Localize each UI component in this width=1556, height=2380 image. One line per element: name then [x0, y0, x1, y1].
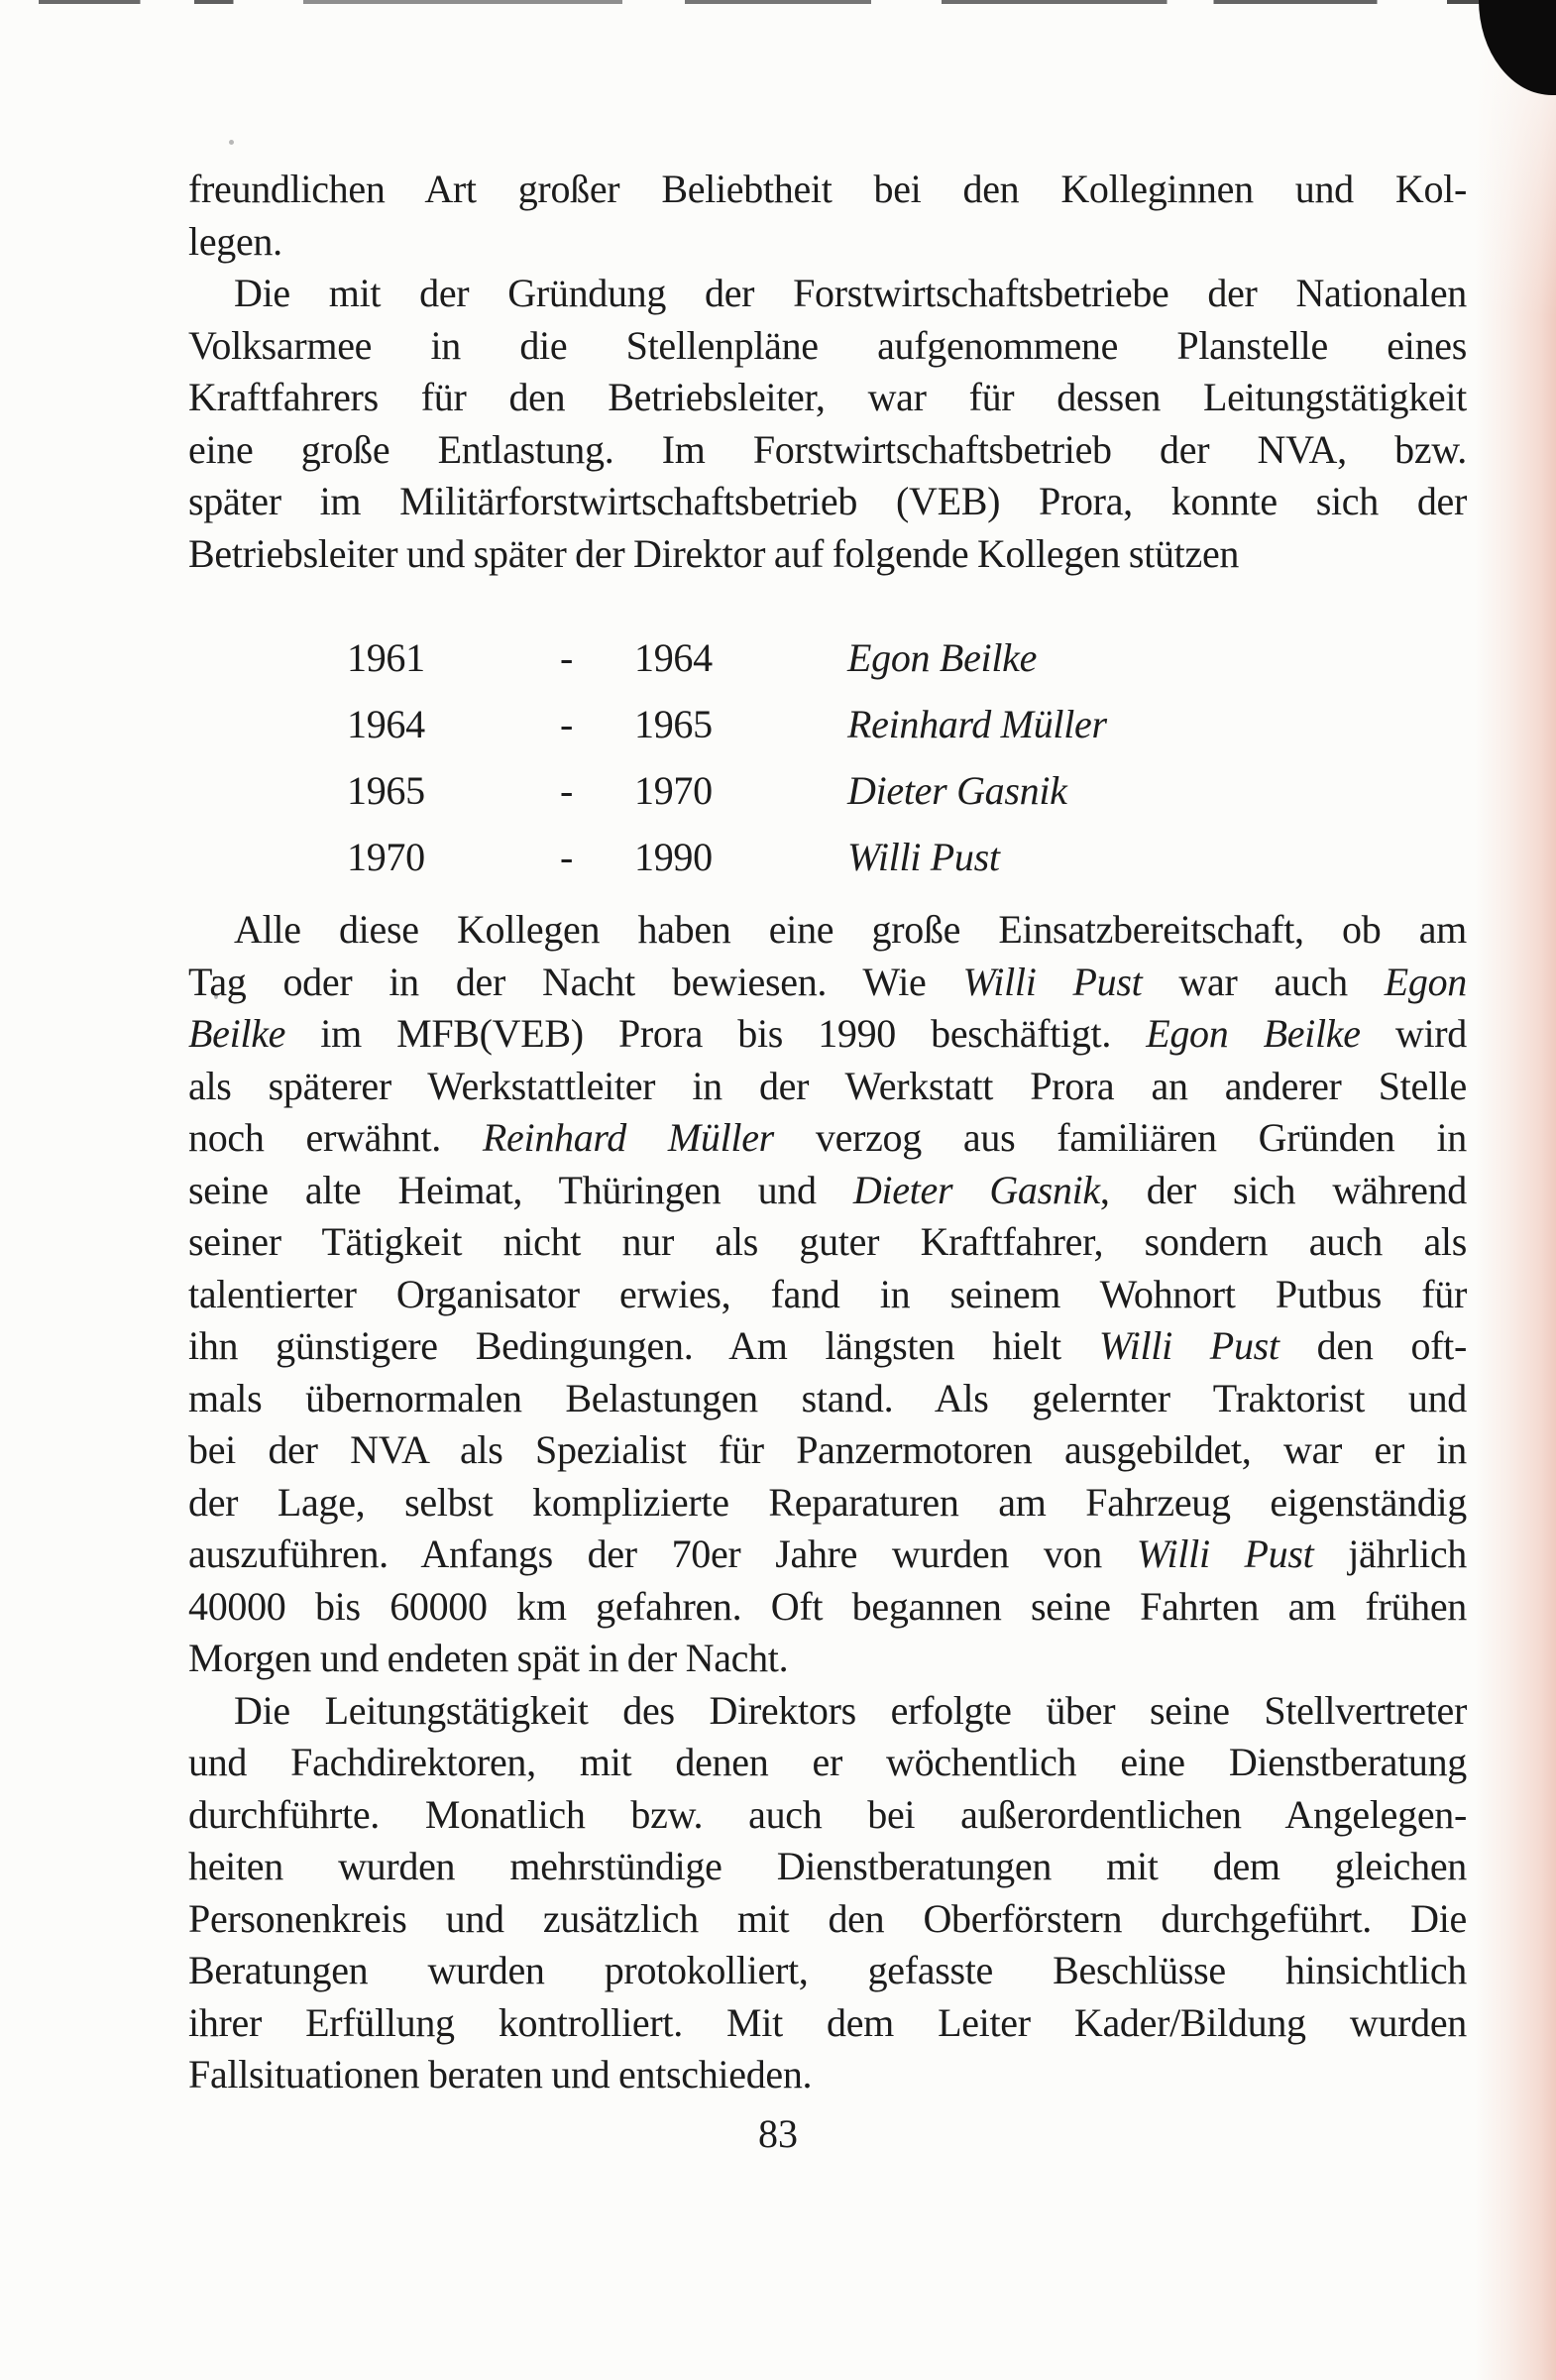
page-number: 83: [758, 2111, 798, 2156]
tenure-row: [347, 632, 1467, 699]
text-segment: mals übernormalen Belastungen stand. Als gelernter Traktorist und: [188, 1375, 1467, 1420]
text-line: [188, 1581, 1467, 1634]
person-name: Willi Pust: [1098, 1323, 1279, 1368]
text-line: [188, 1529, 1467, 1581]
person-name: Beilke: [188, 1011, 286, 1056]
text-line: [188, 1997, 1467, 2050]
paragraph: [188, 904, 1467, 1685]
text-segment: Betriebsleiter und später der Direktor auf folgende Kollegen stützen: [188, 530, 1240, 576]
tenure-end-year: 1964: [634, 635, 713, 680]
text-segment: freundlichen Art großer Beliebtheit bei den Kolleginnen und Kol-: [188, 167, 1467, 211]
text-line: [188, 1061, 1467, 1113]
person-name: Reinhard Müller: [482, 1115, 774, 1160]
text-segment: , der sich während: [1099, 1167, 1467, 1212]
text-line: [188, 1269, 1467, 1321]
text-segment: Volksarmee in die Stellenpläne aufgenommene Planstelle eines: [188, 322, 1467, 368]
text-segment: den oft-: [1278, 1323, 1468, 1368]
text-segment: Morgen und endeten spät in der Nacht.: [188, 1636, 789, 1680]
text-segment: verzog aus familiären Gründen in: [773, 1115, 1467, 1160]
text-line: [188, 1216, 1467, 1269]
text-line: [188, 1477, 1467, 1530]
tenure-person-name: Egon Beilke: [847, 635, 1038, 680]
tenure-person-name: Willi Pust: [847, 835, 1000, 879]
text-segment: seiner Tätigkeit nicht nur als guter Kraftfahrer, sondern auch als: [188, 1219, 1467, 1264]
text-segment: im MFB(VEB) Prora bis 1990 beschäftigt.: [285, 1011, 1147, 1056]
text-segment: wird: [1360, 1011, 1467, 1056]
tenure-dash: -: [560, 702, 574, 746]
text-segment: Kraftfahrers für den Betriebsleiter, war für dessen Leitungstätigkeit: [188, 375, 1467, 419]
text-line: [188, 1737, 1467, 1789]
text-segment: als späterer Werkstattleiter in der Werkstatt Prora an anderer Stelle: [188, 1063, 1467, 1108]
text-segment: später im Militärforstwirtschaftsbetrieb (VEB) Prora, konnte sich der: [188, 479, 1467, 523]
text-line: [188, 1893, 1467, 1946]
text-segment: noch erwähnt.: [188, 1115, 483, 1160]
text-segment: eine große Entlastung. Im Forstwirtschaftsbetrieb der NVA, bzw.: [188, 426, 1467, 472]
text-line: [188, 1373, 1467, 1425]
tenure-dash: -: [560, 768, 574, 813]
text-line: [188, 1633, 1467, 1685]
text-line: [188, 268, 1467, 320]
text-line: [188, 164, 1467, 216]
person-name: Egon: [1384, 959, 1467, 1004]
text-line: [188, 2049, 1467, 2101]
text-line: [188, 216, 1467, 269]
tenure-person-name: Reinhard Müller: [847, 702, 1107, 746]
paragraph: [188, 268, 1467, 580]
tenure-row: [347, 699, 1467, 765]
text-segment: legen.: [188, 218, 282, 264]
tenure-person-name: Dieter Gasnik: [847, 768, 1067, 813]
text-line: [188, 1165, 1467, 1217]
text-segment: war auch: [1142, 959, 1385, 1004]
tenure-row: [347, 765, 1467, 832]
tenure-row: [347, 832, 1467, 898]
text-segment: Die mit der Gründung der Forstwirtschaftsbetriebe der Nationalen: [234, 271, 1467, 315]
text-segment: ihrer Erfüllung kontrolliert. Mit dem Leiter Kader/Bildung wurden: [188, 1999, 1467, 2045]
text-segment: Tag oder in der Nacht bewiesen. Wie: [188, 959, 963, 1004]
text-line: [188, 476, 1467, 528]
tenure-table: [347, 632, 1467, 898]
page-edge-tint: [1475, 0, 1556, 2380]
text-line: [188, 904, 1467, 957]
text-line: [188, 1424, 1467, 1477]
text-segment: jährlich: [1313, 1531, 1468, 1576]
tenure-start-year: 1965: [347, 768, 425, 813]
ink-speck: [229, 140, 234, 145]
text-segment: durchführte. Monatlich bzw. auch bei außerordentlichen Angelegen-: [188, 1791, 1467, 1837]
person-name: Willi Pust: [962, 959, 1143, 1004]
scan-artifact-top-edge: [0, 0, 1556, 4]
text-segment: Personenkreis und zusätzlich mit den Oberförstern durchgeführt. Die: [188, 1895, 1467, 1941]
tenure-start-year: 1961: [347, 635, 425, 680]
text-segment: Beratungen wurden protokolliert, gefasste Beschlüsse hinsichtlich: [188, 1948, 1467, 1992]
text-segment: heiten wurden mehrstündige Dienstberatungen mit dem gleichen: [188, 1844, 1467, 1888]
text-line: [188, 1008, 1467, 1061]
tenure-dash: -: [560, 635, 574, 680]
paragraph: [188, 1685, 1467, 2101]
tenure-dash: -: [560, 835, 574, 879]
text-segment: 40000 bis 60000 km gefahren. Oft begannen seine Fahrten am frühen: [188, 1583, 1467, 1629]
text-segment: Die Leitungstätigkeit des Direktors erfolgte über seine Stellvertreter: [234, 1687, 1467, 1733]
text-line: [188, 1841, 1467, 1893]
text-line: [188, 1789, 1467, 1842]
tenure-end-year: 1965: [634, 702, 713, 746]
text-segment: der Lage, selbst komplizierte Reparaturen am Fahrzeug eigenständig: [188, 1479, 1467, 1525]
tenure-start-year: 1964: [347, 702, 425, 746]
text-block: [188, 164, 1467, 2101]
text-line: [188, 1320, 1467, 1373]
text-segment: bei der NVA als Spezialist für Panzermotoren ausgebildet, war er in: [188, 1427, 1467, 1472]
text-line: [188, 528, 1467, 581]
text-segment: Fallsituationen beraten und entschieden.: [188, 2052, 813, 2097]
text-line: [188, 957, 1467, 1009]
text-line: [188, 320, 1467, 373]
text-segment: auszuführen. Anfangs der 70er Jahre wurden von: [188, 1531, 1137, 1576]
text-segment: ihn günstigere Bedingungen. Am längsten hielt: [188, 1323, 1099, 1368]
text-line: [188, 372, 1467, 424]
person-name: Willi Pust: [1136, 1531, 1314, 1576]
text-line: [188, 1112, 1467, 1165]
text-line: [188, 1945, 1467, 1997]
text-segment: seine alte Heimat, Thüringen und: [188, 1167, 853, 1212]
text-line: [188, 424, 1467, 477]
text-segment: talentierter Organisator erwies, fand in seinem Wohnort Putbus für: [188, 1271, 1467, 1316]
person-name: Dieter Gasnik: [852, 1167, 1100, 1212]
text-segment: Alle diese Kollegen haben eine große Einsatzbereitschaft, ob am: [234, 907, 1467, 952]
paragraph: [188, 164, 1467, 268]
text-line: [188, 1685, 1467, 1738]
tenure-end-year: 1990: [634, 835, 713, 879]
person-name: Egon Beilke: [1146, 1011, 1361, 1056]
tenure-end-year: 1970: [634, 768, 713, 813]
text-segment: und Fachdirektoren, mit denen er wöchentlich eine Dienstberatung: [188, 1740, 1467, 1784]
tenure-start-year: 1970: [347, 835, 425, 879]
